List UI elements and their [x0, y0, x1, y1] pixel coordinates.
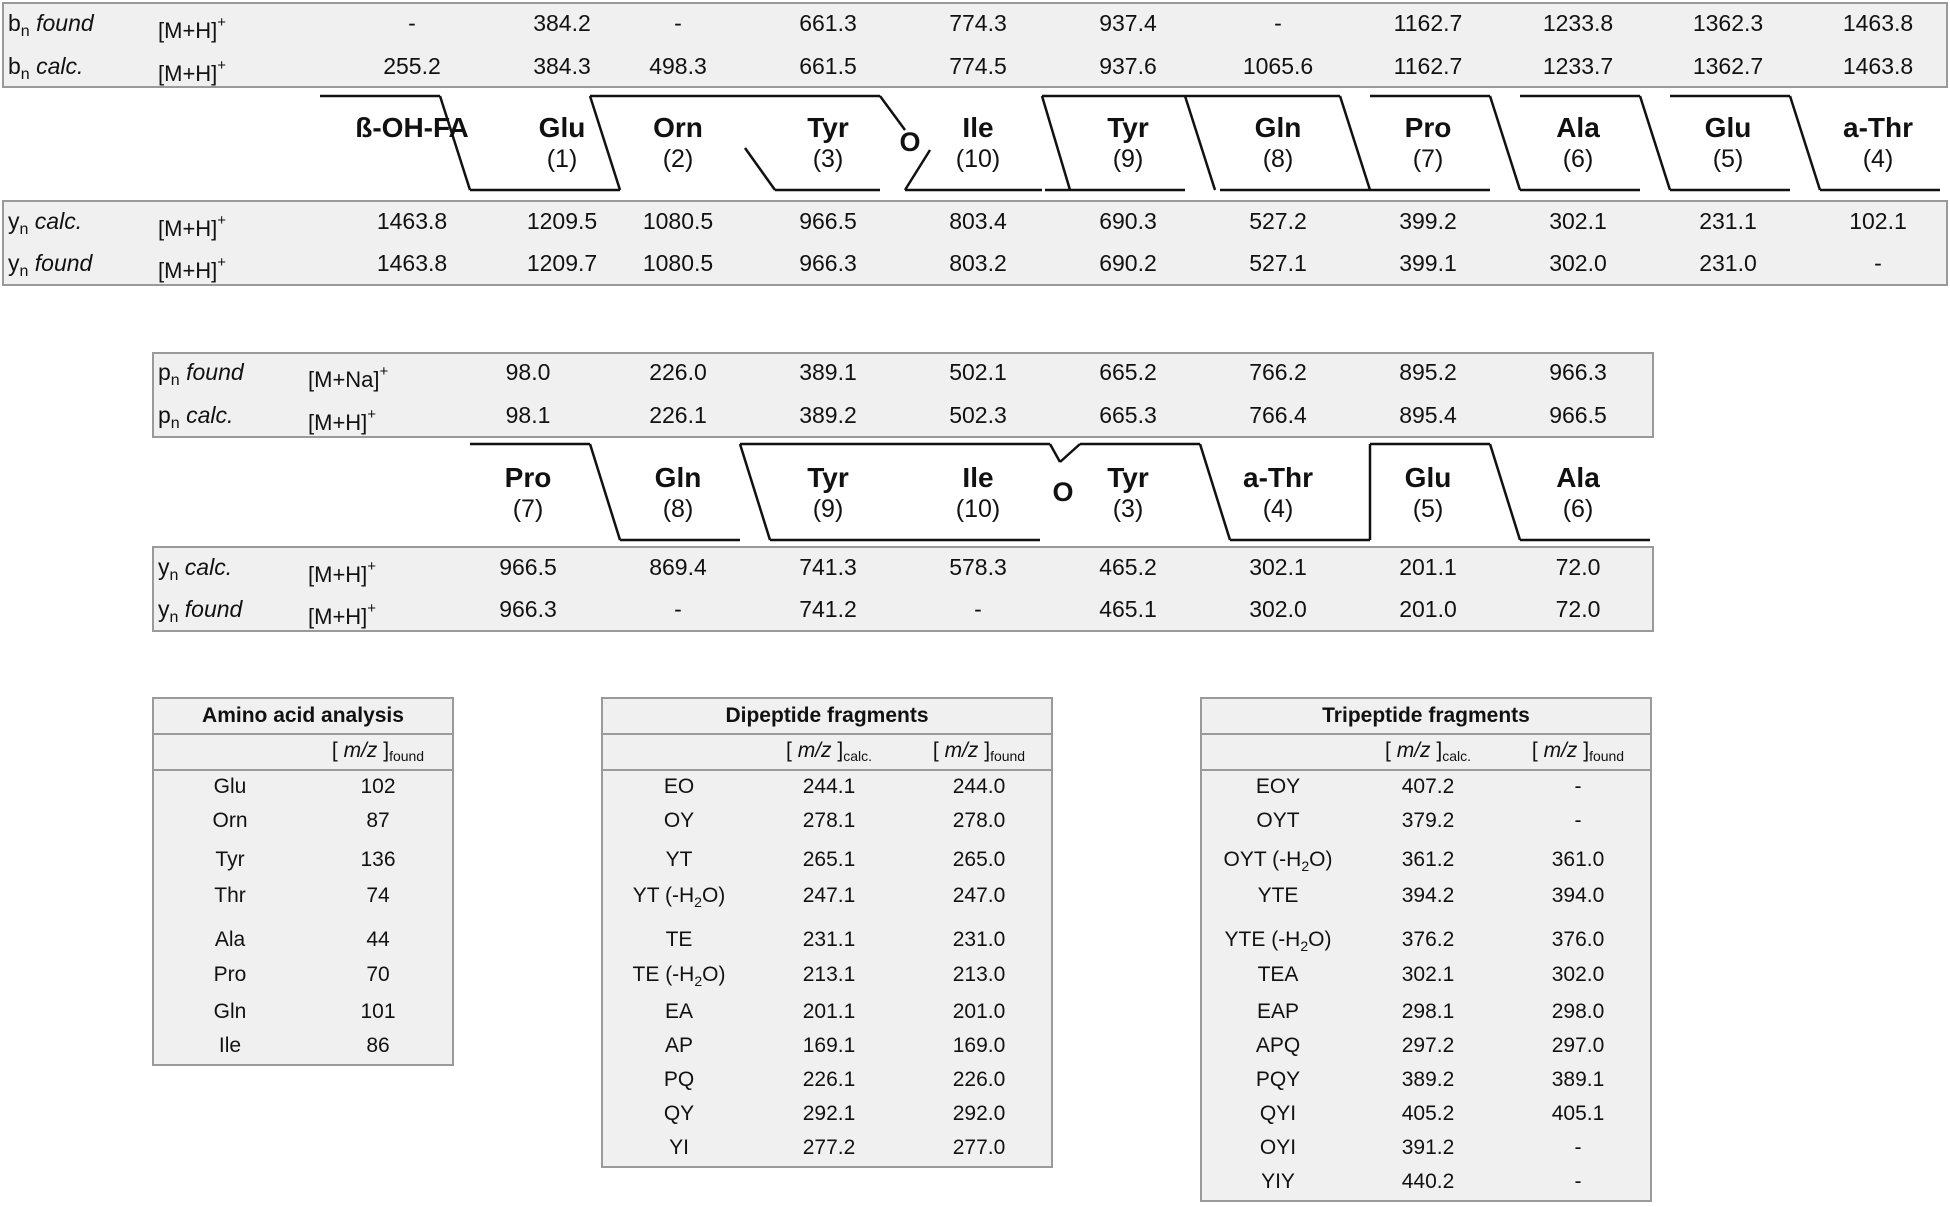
- mz-value: 405.2: [1401, 1102, 1455, 1125]
- residue-name: Ile: [962, 112, 994, 143]
- b-found-value: 1233.8: [1542, 10, 1614, 36]
- b-found-value: -: [674, 10, 682, 36]
- p-calc-value: 766.4: [1249, 402, 1307, 428]
- b-found-value: 384.2: [533, 10, 591, 36]
- fragment-name: Ile: [218, 1034, 242, 1057]
- adduct-charge: +: [367, 406, 377, 423]
- y-found-value: 1209.7: [526, 250, 598, 276]
- residue-position: (9): [812, 495, 844, 523]
- fragment-name: Thr: [214, 884, 246, 907]
- y-found-value: 527.1: [1249, 250, 1307, 276]
- mz-value: 298.0: [1551, 1000, 1605, 1023]
- residue-position: (3): [812, 145, 844, 173]
- mz-value: 278.1: [802, 809, 856, 832]
- mz-value: 201.1: [802, 1000, 856, 1023]
- residue-name: Pro: [504, 462, 552, 493]
- y-found-value: -: [1874, 250, 1882, 276]
- column-headers: [154, 735, 452, 771]
- mz-value: 169.0: [952, 1034, 1006, 1057]
- adduct-label: [308, 552, 377, 587]
- residue-position: (6): [1562, 495, 1594, 523]
- mz-value: 247.1: [802, 884, 856, 907]
- b-calc-value: 1065.6: [1242, 53, 1314, 79]
- mz-value: 278.0: [952, 809, 1006, 832]
- column-header-subscript: calc.: [843, 748, 872, 764]
- y-calc-value: 231.1: [1699, 208, 1757, 234]
- residue-position: (7): [1412, 145, 1444, 173]
- mz-value: 379.2: [1401, 809, 1455, 832]
- y-found-value: 1080.5: [642, 250, 714, 276]
- fragment-name: YIY: [1261, 1170, 1295, 1193]
- residue-name: Glu: [538, 112, 586, 143]
- fragment-name: Glu: [213, 775, 247, 798]
- b-calc-value: 384.3: [533, 53, 591, 79]
- b-calc-value: 1233.7: [1542, 53, 1614, 79]
- mz-value: 394.0: [1551, 884, 1605, 907]
- p-found-value: 665.2: [1099, 359, 1157, 385]
- mz-value: 44: [366, 928, 390, 951]
- mz-value: -: [1574, 1170, 1582, 1193]
- mz-value: 226.1: [802, 1068, 856, 1091]
- b-calc-value: 937.6: [1099, 53, 1157, 79]
- fragment-name: OYI: [1259, 1136, 1297, 1159]
- mz-value: 297.0: [1551, 1034, 1605, 1057]
- dipeptide-fragments-table: [601, 697, 1053, 1168]
- mz-value: 213.1: [802, 963, 856, 986]
- y-calc-value: 741.3: [799, 554, 857, 580]
- b-calc-value: 1463.8: [1842, 53, 1914, 79]
- y-found-value: 966.3: [499, 596, 557, 622]
- mz-value: 405.1: [1551, 1102, 1605, 1125]
- mz-value: 265.1: [802, 848, 856, 871]
- y-found-value: 231.0: [1699, 250, 1757, 276]
- column-header: [ m/z ]found: [932, 739, 1026, 764]
- table-title: Tripeptide fragments: [1202, 699, 1650, 735]
- fragment-name: EOY: [1255, 775, 1301, 798]
- p-calc-value: 226.1: [649, 402, 707, 428]
- fragment-name: APQ: [1255, 1034, 1301, 1057]
- residue-name: Ala: [1556, 112, 1600, 143]
- mz-value: 247.0: [952, 884, 1006, 907]
- fragment-name: YT $(-H_2O)$: [632, 884, 726, 911]
- p-found-value: 966.3: [1549, 359, 1607, 385]
- cleavage-stroke: [1050, 444, 1060, 462]
- fragment-name: PQY: [1255, 1068, 1301, 1091]
- y-found-value: 1463.8: [376, 250, 448, 276]
- column-header: [ m/z ]calc.: [1385, 739, 1471, 764]
- y-found-value: 201.0: [1399, 596, 1457, 622]
- p-calc-value: 389.2: [799, 402, 857, 428]
- b-found-value: -: [1274, 10, 1282, 36]
- ion-value-type: found: [34, 250, 93, 276]
- mz-value: 292.0: [952, 1102, 1006, 1125]
- mz-value: 169.1: [802, 1034, 856, 1057]
- fragment-name: QYI: [1259, 1102, 1297, 1125]
- adduct-charge: +: [217, 212, 227, 229]
- mz-value: 102: [360, 775, 396, 798]
- b-calc-value: 1362.7: [1692, 53, 1764, 79]
- residue-name: Gln: [1254, 112, 1302, 143]
- residue-position: (5): [1412, 495, 1444, 523]
- residue-position: (7): [512, 495, 544, 523]
- p-found-value: 502.1: [949, 359, 1007, 385]
- y-found-value: 465.1: [1099, 596, 1157, 622]
- y-found-value: 302.0: [1249, 596, 1307, 622]
- p-found-value: 98.0: [505, 359, 551, 385]
- mz-value: -: [1574, 809, 1582, 832]
- residue-name: Ile: [962, 462, 994, 493]
- column-header: [ m/z ]found: [1531, 739, 1625, 764]
- cleavage-stroke: [1490, 444, 1520, 540]
- y-calc-value: 1080.5: [642, 208, 714, 234]
- residue-name: Glu: [1404, 462, 1452, 493]
- mz-value: 231.1: [802, 928, 856, 951]
- column-headers: [1202, 735, 1650, 771]
- fragment-name: TE $(-H_2O)$: [632, 963, 726, 990]
- ion-subscript: n: [19, 263, 29, 280]
- column-header-subscript: found: [990, 748, 1026, 764]
- residue-name: a-Thr: [1243, 462, 1313, 493]
- ion-letter: p: [158, 402, 171, 428]
- p-found-value: 389.1: [799, 359, 857, 385]
- residue-position: (2): [662, 145, 694, 173]
- residue-position: (6): [1562, 145, 1594, 173]
- mz-value: 277.2: [802, 1136, 856, 1159]
- ion-letter: y: [158, 554, 170, 580]
- ion-letter: y: [8, 208, 20, 234]
- fragment-name: AP: [664, 1034, 694, 1057]
- cleavage-stroke: [740, 444, 770, 540]
- y-found-value: 690.2: [1099, 250, 1157, 276]
- y-calc-value: 1463.8: [376, 208, 448, 234]
- ion-series-label: [158, 594, 242, 624]
- y-found-value: 803.2: [949, 250, 1007, 276]
- mz-value: -: [1574, 775, 1582, 798]
- y-calc-value: 302.1: [1249, 554, 1307, 580]
- mz-value: 231.0: [952, 928, 1006, 951]
- ester-bond-label: O: [1052, 477, 1074, 507]
- ion-subscript: n: [170, 415, 180, 432]
- adduct-text: [M+H]: [308, 604, 368, 629]
- mz-value: 244.0: [952, 775, 1006, 798]
- mz-value: 361.0: [1551, 848, 1605, 871]
- b-found-value: 1362.3: [1692, 10, 1764, 36]
- fragment-name: QY: [663, 1102, 695, 1125]
- ester-bond-label: O: [899, 127, 921, 157]
- mz-value: 376.0: [1551, 928, 1605, 951]
- fragment-name: EAP: [1256, 1000, 1300, 1023]
- cleavage-stroke: [590, 444, 620, 540]
- mz-value: 101: [360, 1000, 396, 1023]
- adduct-text: [M+H]: [158, 216, 218, 241]
- mz-value: 297.2: [1401, 1034, 1455, 1057]
- mz-value: 302.0: [1551, 963, 1605, 986]
- table-title: Dipeptide fragments: [603, 699, 1051, 735]
- ion-letter: y: [158, 596, 170, 622]
- y-calc-value: 578.3: [949, 554, 1007, 580]
- cleavage-stroke: [1060, 444, 1080, 462]
- ion-subscript: n: [19, 221, 29, 238]
- y-calc-value: 302.1: [1549, 208, 1607, 234]
- b-calc-value: 1162.7: [1393, 53, 1463, 79]
- mz-value: 201.0: [952, 1000, 1006, 1023]
- b-calc-value: 498.3: [649, 53, 707, 79]
- mz-value: 298.1: [1401, 1000, 1455, 1023]
- fragment-name: YTE $(-H_2O)$: [1224, 928, 1332, 955]
- column-header-subscript: found: [389, 748, 425, 764]
- adduct-text: [M+H]: [158, 61, 218, 86]
- adduct-text: [M+H]: [158, 258, 218, 283]
- mz-value: 361.2: [1401, 848, 1455, 871]
- residue-name: Glu: [1704, 112, 1752, 143]
- y-calc-value: 527.2: [1249, 208, 1307, 234]
- mz-value: 302.1: [1401, 963, 1455, 986]
- residue-name: Ala: [1556, 462, 1600, 493]
- residue-position: (3): [1112, 495, 1144, 523]
- ion-value-type: calc.: [36, 53, 84, 79]
- fragment-name: Tyr: [215, 848, 245, 871]
- mz-value: 265.0: [952, 848, 1006, 871]
- column-header-subscript: calc.: [1442, 748, 1471, 764]
- mz-value: 226.0: [952, 1068, 1006, 1091]
- y-calc-value: 102.1: [1849, 208, 1907, 234]
- y-calc-value: 966.5: [499, 554, 557, 580]
- ion-value-type: calc.: [34, 208, 83, 234]
- ion-value-type: found: [184, 596, 243, 622]
- ion-series-label: [158, 552, 232, 582]
- adduct-charge: +: [367, 558, 377, 575]
- adduct-charge: +: [379, 363, 389, 380]
- mz-value: 74: [366, 884, 390, 907]
- mz-value: -: [1574, 1136, 1582, 1159]
- b-found-value: -: [408, 10, 416, 36]
- residue-position: (9): [1112, 145, 1144, 173]
- ion-letter: b: [8, 53, 21, 79]
- p-found-value: 895.2: [1399, 359, 1457, 385]
- y-calc-value: 803.4: [949, 208, 1007, 234]
- fragment-name: OYT: [1256, 809, 1300, 832]
- mz-value: 87: [366, 809, 390, 832]
- column-headers: [603, 735, 1051, 771]
- adduct-text: [M+Na]: [308, 367, 380, 392]
- mz-value: 394.2: [1401, 884, 1455, 907]
- adduct-charge: +: [217, 57, 227, 74]
- fragment-name: Gln: [213, 1000, 247, 1023]
- residue-name: Pro: [1404, 112, 1452, 143]
- p-calc-value: 665.3: [1099, 402, 1157, 428]
- y-found-value: 966.3: [799, 250, 857, 276]
- p-calc-value: 98.1: [505, 402, 551, 428]
- residue-position: (10): [955, 495, 1001, 523]
- b-found-value: 1162.7: [1393, 10, 1463, 36]
- p-calc-value: 895.4: [1399, 402, 1457, 428]
- mz-value: 391.2: [1401, 1136, 1455, 1159]
- mz-value: 277.0: [952, 1136, 1006, 1159]
- mz-value: 213.0: [952, 963, 1006, 986]
- fragment-name: YTE: [1257, 884, 1299, 907]
- ion-value-type: found: [186, 359, 244, 385]
- mz-value: 389.2: [1401, 1068, 1455, 1091]
- p-calc-value: 502.3: [949, 402, 1007, 428]
- y-calc-value: 201.1: [1399, 554, 1457, 580]
- y-calc-value: 399.2: [1399, 208, 1457, 234]
- fragment-name: TE: [665, 928, 693, 951]
- mz-value: 389.1: [1551, 1068, 1605, 1091]
- b-found-value: 937.4: [1099, 10, 1157, 36]
- p-calc-value: 966.5: [1549, 402, 1607, 428]
- fragment-name: YI: [669, 1136, 689, 1159]
- y-calc-value: 869.4: [649, 554, 707, 580]
- y-calc-value: 72.0: [1555, 554, 1601, 580]
- ion-subscript: n: [20, 23, 30, 40]
- y-calc-value: 690.3: [1099, 208, 1157, 234]
- adduct-label: [308, 594, 377, 629]
- residue-position: (8): [662, 495, 694, 523]
- y-found-value: 741.2: [799, 596, 857, 622]
- residue-position: (1): [546, 145, 578, 173]
- residue-position: (5): [1712, 145, 1744, 173]
- fragment-name: OY: [663, 809, 695, 832]
- residue-name: a-Thr: [1843, 112, 1913, 143]
- y-found-value: -: [674, 596, 682, 622]
- p-found-value: 226.0: [649, 359, 707, 385]
- adduct-text: [M+H]: [158, 18, 218, 43]
- ion-subscript: n: [170, 372, 180, 389]
- adduct-charge: +: [217, 254, 227, 271]
- b-found-value: 774.3: [949, 10, 1007, 36]
- residue-name: Tyr: [1107, 112, 1149, 143]
- ion-value-type: calc.: [184, 554, 233, 580]
- residue-name: Tyr: [807, 112, 849, 143]
- column-header: [ m/z ]calc.: [786, 739, 872, 764]
- residue-position: (4): [1262, 495, 1294, 523]
- table-title: Amino acid analysis: [154, 699, 452, 735]
- y-found-value: 399.1: [1399, 250, 1457, 276]
- residue-name: Gln: [654, 462, 702, 493]
- ion-subscript: n: [20, 66, 30, 83]
- y-found-value: -: [974, 596, 982, 622]
- y-calc-value: 966.5: [799, 208, 857, 234]
- ion-value-type: calc.: [186, 402, 234, 428]
- tripeptide-fragments-table: [1200, 697, 1652, 1202]
- b-found-value: 1463.8: [1842, 10, 1914, 36]
- ion-value-type: found: [36, 10, 94, 36]
- mz-value: 376.2: [1401, 928, 1455, 951]
- fragment-name: Pro: [213, 963, 247, 986]
- fragment-name: Orn: [212, 809, 248, 832]
- adduct-text: [M+H]: [308, 410, 368, 435]
- cleavage-stroke: [1200, 444, 1230, 540]
- residue-position: (10): [955, 145, 1001, 173]
- b-found-value: 661.3: [799, 10, 857, 36]
- fragment-name: OYT $(-H_2O)$: [1223, 848, 1333, 875]
- mz-value: 292.1: [802, 1102, 856, 1125]
- adduct-text: [M+H]: [308, 562, 368, 587]
- ion-letter: b: [8, 10, 21, 36]
- mz-value: 136: [360, 848, 396, 871]
- b-calc-value: 774.5: [949, 53, 1007, 79]
- ion-letter: p: [158, 359, 171, 385]
- ion-subscript: n: [169, 567, 179, 584]
- fragment-name: Ala: [214, 928, 246, 951]
- residue-name: ß-OH-FA: [355, 112, 469, 143]
- adduct-charge: +: [367, 600, 377, 617]
- p-found-value: 766.2: [1249, 359, 1307, 385]
- residue-name: Tyr: [807, 462, 849, 493]
- column-header-subscript: found: [1589, 748, 1625, 764]
- residue-position: (4): [1862, 145, 1894, 173]
- fragment-name: PQ: [663, 1068, 695, 1091]
- mz-value: 86: [366, 1034, 390, 1057]
- residue-name: Orn: [653, 112, 703, 143]
- mz-value: 407.2: [1401, 775, 1455, 798]
- column-header: [ m/z ]found: [331, 739, 425, 764]
- adduct-charge: +: [217, 14, 227, 31]
- fragment-name: TEA: [1257, 963, 1299, 986]
- fragment-name: EO: [663, 775, 695, 798]
- fragment-name: EA: [664, 1000, 694, 1023]
- mz-value: 244.1: [802, 775, 856, 798]
- mz-value: 70: [366, 963, 390, 986]
- residue-position: (8): [1262, 145, 1294, 173]
- y-calc-value: 1209.5: [526, 208, 598, 234]
- b-calc-value: 661.5: [799, 53, 857, 79]
- y-found-value: 72.0: [1555, 596, 1601, 622]
- mz-value: 440.2: [1401, 1170, 1455, 1193]
- amino-acid-analysis-table: [152, 697, 454, 1066]
- y-calc-value: 465.2: [1099, 554, 1157, 580]
- ion-subscript: n: [169, 609, 179, 626]
- ion-letter: y: [8, 250, 20, 276]
- b-calc-value: 255.2: [383, 53, 441, 79]
- residue-name: Tyr: [1107, 462, 1149, 493]
- fragment-name: YT: [665, 848, 693, 871]
- y-found-value: 302.0: [1549, 250, 1607, 276]
